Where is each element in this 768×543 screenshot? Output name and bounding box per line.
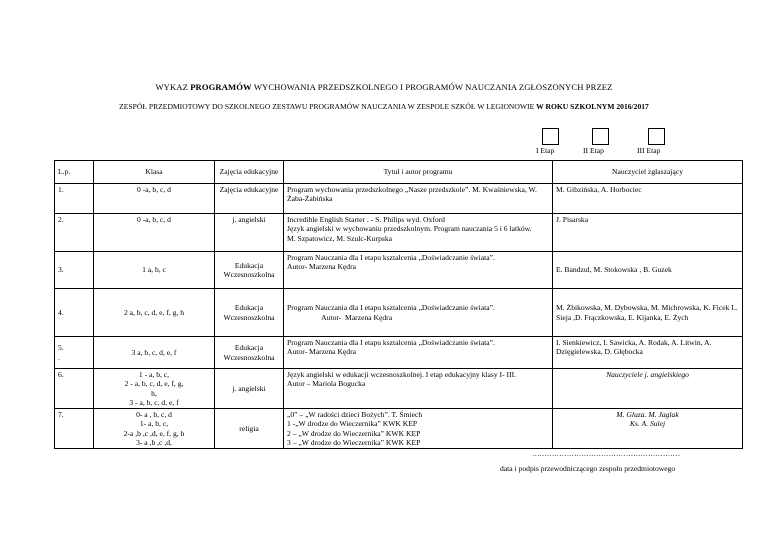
cell-nauczyciel: Nauczyciele j. angielskiego: [553, 369, 743, 409]
subtitle-year: W ROKU SZKOLNYM 2016/2017: [536, 102, 649, 111]
table-row: [55, 337, 743, 369]
cell-program: „0” – „W radości dzieci Bożych”. T. Śmiech 1 -„W drodze do Wieczernika” KWK KEP 2 – „W drodze do Wieczernika” KWK KEP 3 – „W drodze do Wieczernika” KWK KEP: [284, 409, 553, 449]
cell-klasa: 0- a , b, c, d 1- a, b, c, 2-a ,b ,c ,d, e, f, g, h 3- a ,b ,c ,d,: [94, 409, 215, 449]
header-program: Tytuł i autor programu: [284, 161, 553, 184]
signature-dotted-line: ……………………………………………………: [532, 449, 680, 458]
cell-nauczyciel: M. Gibzińska, A. Horbociec: [553, 184, 743, 214]
signature-caption: data i podpis przewodniczącego zespołu przedmiotowego: [500, 464, 676, 473]
document-title-line-1: [0, 82, 768, 92]
etap-2-label: II Etap: [583, 146, 604, 155]
cell-lp: 3.: [55, 252, 94, 289]
etap-3-label: III Etap: [637, 146, 661, 155]
cell-zajecia: religia: [215, 409, 284, 449]
header-zajecia: Zajęcia edukacyjne: [215, 161, 284, 184]
cell-klasa: 3 a, b, c, d, e, f: [94, 337, 215, 369]
cell-lp: 5. .: [55, 337, 94, 369]
cell-nauczyciel: J. Pisarska: [553, 214, 743, 252]
etap-3-checkbox[interactable]: [648, 128, 665, 145]
cell-lp: 1.: [55, 184, 94, 214]
cell-program: Program Nauczania dla I etapu kształcenia „Doświadczanie świata”. Autor- Marzena Kędra: [284, 252, 553, 289]
cell-nauczyciel: E. Bandzul, M. Stokowska , B. Guzek: [553, 252, 743, 289]
cell-program: Incredible English Starter . - S. Philips wyd. Oxford Język angielski w wychowaniu przedszkolnym. Program nauczania 5 i 6 latków. M. Szpatowicz, M. Szulc-Kurpska: [284, 214, 553, 252]
document-title-line-2: [0, 102, 768, 111]
cell-nauczyciel: M. Żbikowska, M. Dybowska, M. Michrowska, K. Ficek L. Sieja ,D. Frączkowska, E. Kijanka, E. Żych: [553, 289, 743, 337]
cell-program: Program wychowania przedszkolnego „Nasze przedszkole”. M. Kwaśniewska, W. Żaba-Żabińska: [284, 184, 553, 214]
table-row: [55, 289, 743, 337]
cell-lp: 4.: [55, 289, 94, 337]
cell-zajecia: j. angielski: [215, 369, 284, 409]
cell-lp: 2.: [55, 214, 94, 252]
cell-klasa: 2 a, b, c, d, e, f, g, h: [94, 289, 215, 337]
cell-lp: 6.: [55, 369, 94, 409]
header-lp: L.p.: [55, 161, 94, 184]
cell-klasa: 0 -a, b, c, d: [94, 184, 215, 214]
cell-zajecia: Edukacja Wczesnoszkolna: [215, 252, 284, 289]
table-row: [55, 252, 743, 289]
cell-program: Program Nauczania dla I etapu kształcenia „Doświadczanie świata”. Autor- Marzena Kędra: [284, 337, 553, 369]
cell-program: Program Nauczania dla I etapu kształcenia „Doświadczanie świata”. Autor- Marzena Kędra: [284, 289, 553, 337]
title-text-pre: WYKAZ: [155, 82, 191, 92]
table-row: [55, 214, 743, 252]
cell-zajecia: Edukacja Wczesnoszkolna: [215, 337, 284, 369]
etap-2-checkbox[interactable]: [592, 128, 609, 145]
cell-zajecia: j. angielski: [215, 214, 284, 252]
table-header-row: [55, 161, 743, 184]
table-row: [55, 369, 743, 409]
cell-nauczyciel: I. Sienkiewicz, I. Sawicka, A. Rodak, A. Litwin, A. Dzięgielewska, D. Głębocka: [553, 337, 743, 369]
cell-lp: 7.: [55, 409, 94, 449]
cell-klasa: 1 - a, b, c, 2 - a, b, c, d, e, f, g, h, 3 - a, b, c, d, e, f: [94, 369, 215, 409]
header-klasa: Klasa: [94, 161, 215, 184]
cell-program: Język angielski w edukacji wczesnoszkolnej. I etap edukacyjny klasy I- III. Autor – Mariola Bogucka: [284, 369, 553, 409]
cell-zajecia: Edukacja Wczesnoszkolna: [215, 289, 284, 337]
etap-1-checkbox[interactable]: [542, 128, 559, 145]
title-text-post: WYCHOWANIA PRZEDSZKOLNEGO I PROGRAMÓW NAUCZANIA ZGŁOSZONYCH PRZEZ: [251, 82, 613, 92]
header-nauczyciel: Nauczyciel zgłaszający: [553, 161, 743, 184]
title-text-bold: PROGRAMÓW: [190, 82, 252, 92]
table-row: [55, 184, 743, 214]
etap-1-label: I Etap: [536, 146, 555, 155]
cell-zajecia: Zajęcia edukacyjne: [215, 184, 284, 214]
programs-table: [54, 160, 743, 449]
cell-klasa: 0 -a, b, c, d: [94, 214, 215, 252]
table-row: [55, 409, 743, 449]
cell-klasa: 1 a, b, c: [94, 252, 215, 289]
cell-nauczyciel: M. Gluza. M. Jaglak Ks. A. Sulej: [553, 409, 743, 449]
subtitle-text: ZESPÓŁ PRZEDMIOTOWY DO SZKOLNEGO ZESTAWU PROGRAMÓW NAUCZANIA W ZESPOLE SZKÓŁ W LEGIONOWIE: [119, 102, 537, 111]
